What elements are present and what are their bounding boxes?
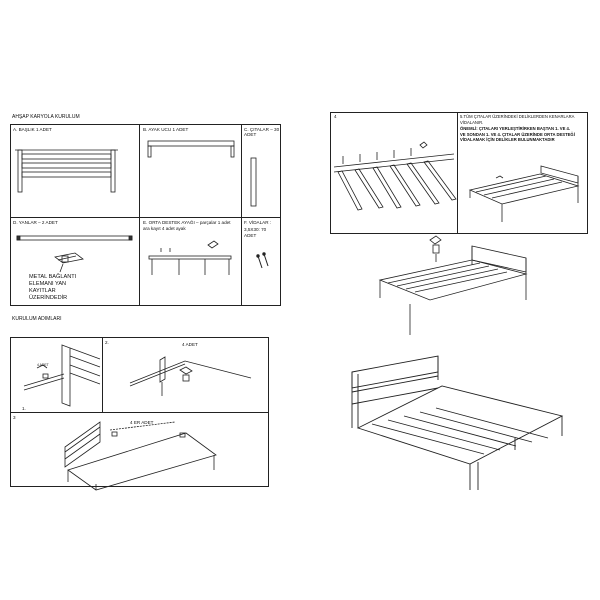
- step1-note: 4 ADET: [37, 363, 49, 367]
- step4-label: 4: [334, 114, 337, 119]
- part-f-label-3: ADET: [244, 233, 257, 238]
- step3-label: 3: [13, 415, 16, 420]
- metal-note-1: METAL BAĞLANTI: [29, 274, 77, 280]
- step5-line4: VE SONDAN 1. VE 4. ÇITALAR ÜZERİNDE ORTA DESTEĞİ: [460, 131, 575, 137]
- step5-line1: 5.TÜM ÇITALAR ÜZERİNDEKİ DELİKLERDEN KENARLARA: [460, 114, 575, 119]
- step5-line2: VİDALANIR.: [460, 119, 484, 125]
- step3-note: 4 ER ADET: [130, 420, 154, 425]
- step5-line5: VİDALAMAK İÇİN DELİKLER BULUNMAKTADIR: [460, 137, 555, 142]
- part-c-label-2: ADET: [244, 132, 257, 137]
- step1-label: 1.: [22, 406, 26, 411]
- part-f-label: F. VİDALAR :: [244, 220, 272, 225]
- part-d-label: D. YANLAR – 2 ADET: [13, 220, 58, 225]
- metal-note-2: ELEMANI YAN: [29, 281, 67, 287]
- part-e-label-2: ara kayıt 4 adet ayak: [143, 226, 186, 231]
- metal-note-4: ÜZERİNDEDİR: [29, 295, 68, 301]
- step2-label: 2.: [105, 340, 109, 345]
- metal-note-3: KAYITLAR: [29, 288, 56, 294]
- part-f-label-2: 3,5X30: 70: [244, 227, 267, 232]
- part-e-label: E. ORTA DESTEK AYAĞI – parçalar 1 adet: [143, 220, 231, 225]
- part-c-label: C. ÇITALAR – 30: [244, 127, 280, 132]
- part-b-label: B. AYAK UCU 1 ADET: [143, 127, 189, 132]
- assembly-title: AHŞAP KARYOLA KURULUM: [12, 114, 80, 120]
- steps-title: KURULUM ADIMLARI: [12, 316, 62, 322]
- part-a-label: A. BAŞLIK 1 ADET: [13, 127, 52, 132]
- step2-note: 4 ADET: [182, 342, 198, 347]
- step5-line3: ÖNEMLİ: ÇITALARI YERLEŞTİRİRKEN BAŞTAN 1. VE 4.: [460, 126, 571, 131]
